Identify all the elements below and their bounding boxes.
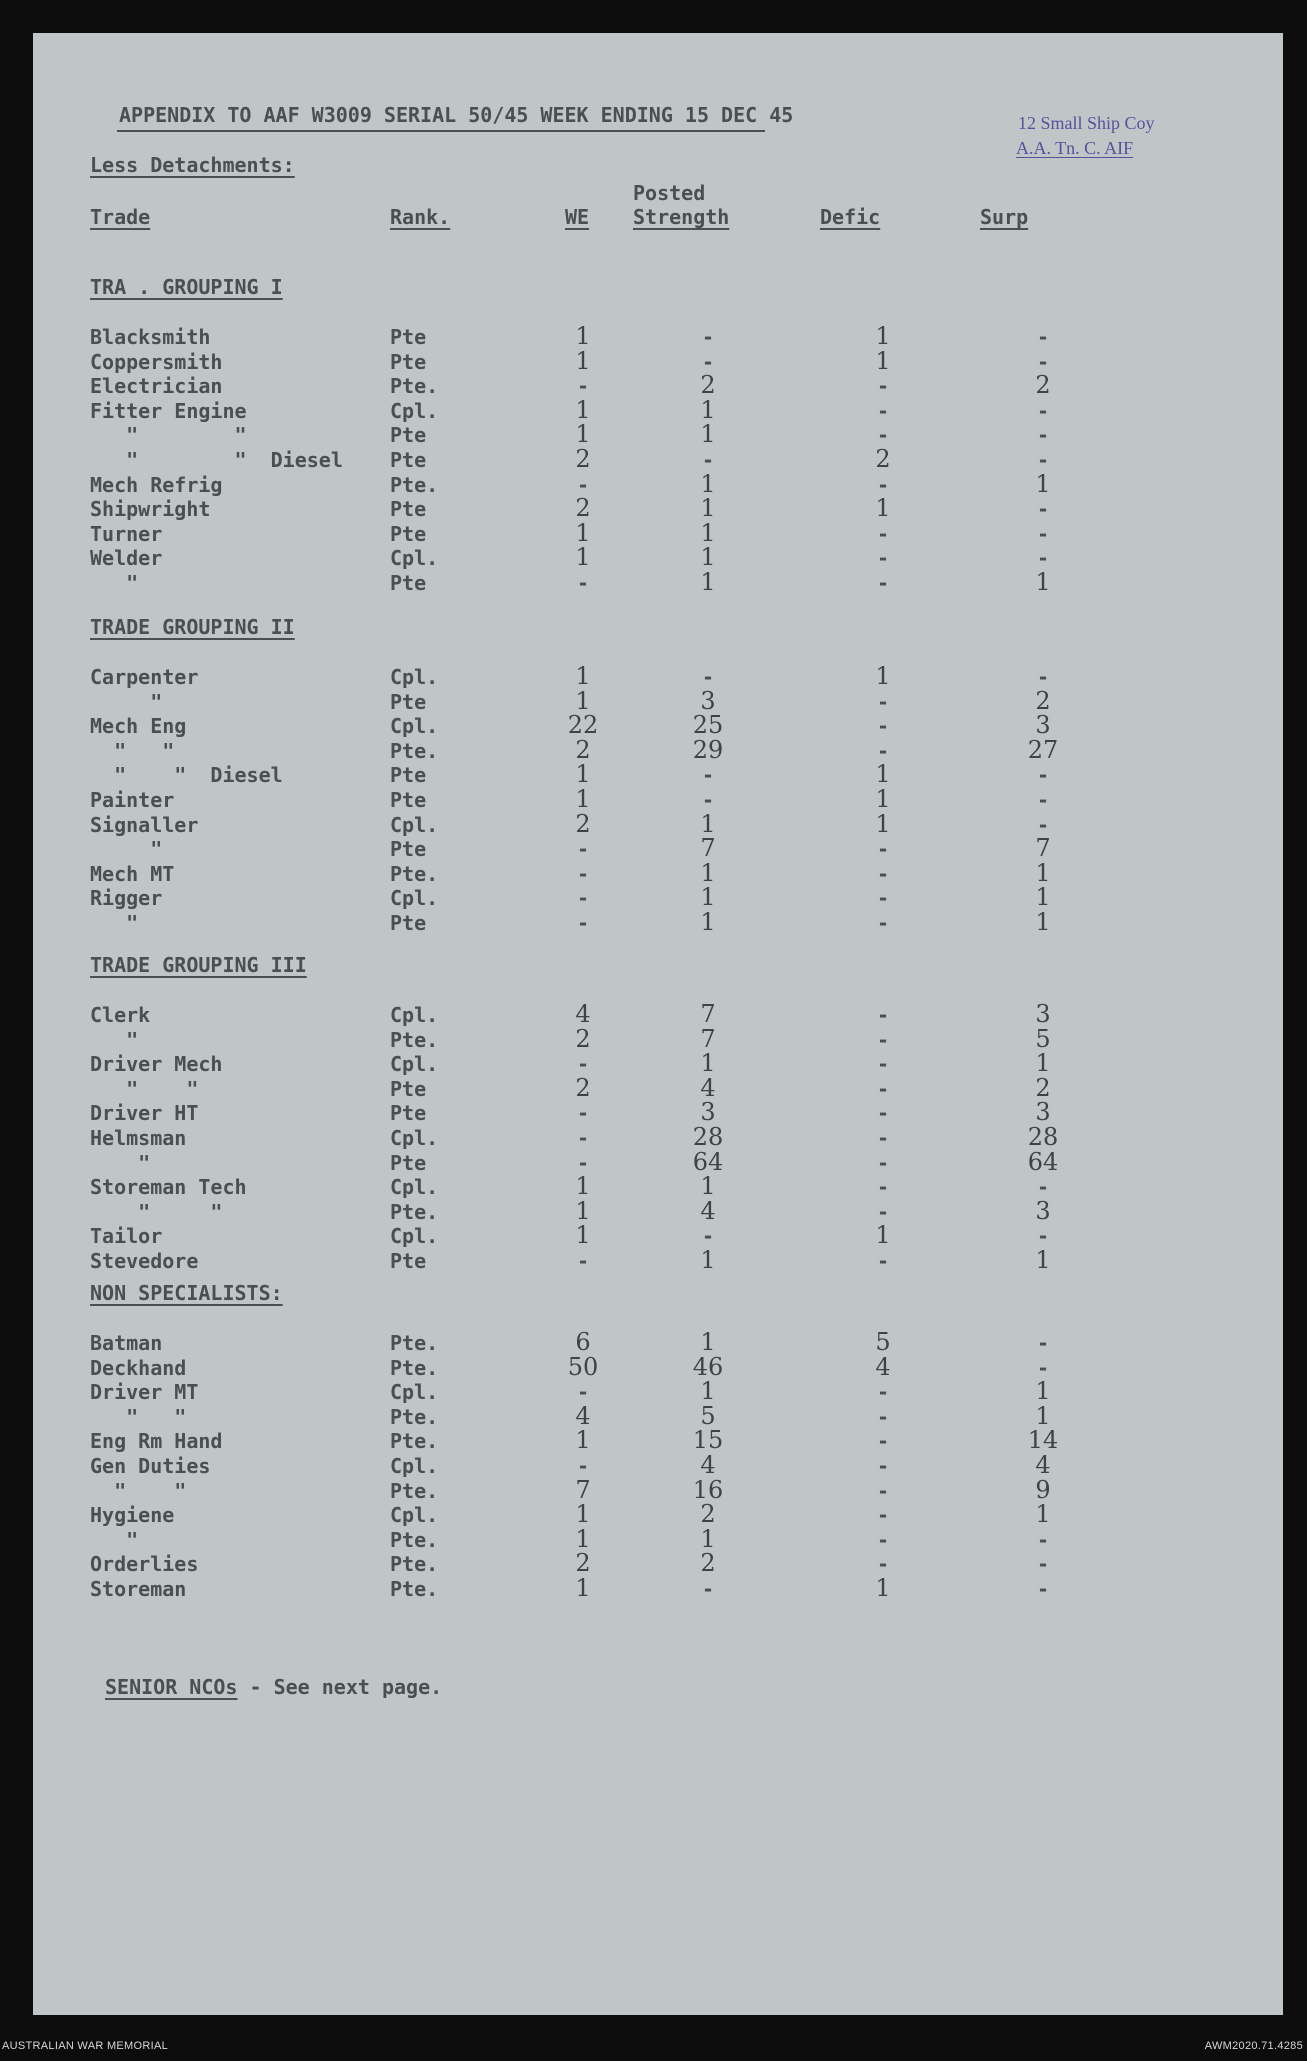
surp-cell: 1 xyxy=(1035,568,1051,596)
trade-cell: " " xyxy=(90,738,175,763)
posted-strength-cell: 4 xyxy=(700,1073,716,1102)
trade-cell: Storeman xyxy=(90,1577,187,1601)
surp-cell: 1 xyxy=(1035,858,1051,887)
unit-stamp-line1: 12 Small Ship Coy xyxy=(1018,113,1155,133)
defic-cell: - xyxy=(876,546,890,571)
posted-strength-cell: 1 xyxy=(700,395,716,424)
we-cell: - xyxy=(576,1380,590,1405)
posted-strength-cell: 1 xyxy=(700,518,716,547)
header-surp: Surp xyxy=(980,205,1029,229)
defic-cell: - xyxy=(876,1027,890,1052)
rank-cell: Cpl. xyxy=(390,714,439,739)
defic-cell: - xyxy=(876,374,890,399)
surp-cell: 5 xyxy=(1035,1024,1051,1053)
rank-cell: Pte. xyxy=(390,738,439,763)
posted-strength-cell: 3 xyxy=(700,686,716,715)
posted-strength-cell: 1 xyxy=(700,494,716,523)
we-cell: - xyxy=(576,1150,590,1175)
rank-cell: Cpl. xyxy=(390,1052,439,1077)
defic-cell: 1 xyxy=(875,322,891,350)
defic-cell: - xyxy=(876,1052,890,1077)
senior-ncos-line xyxy=(105,1677,442,1697)
defic-cell: 1 xyxy=(875,346,891,375)
defic-cell: - xyxy=(876,886,890,911)
document-sheet xyxy=(33,33,1283,2015)
rank-cell: Pte xyxy=(390,1249,427,1273)
trade-cell: Coppersmith xyxy=(90,349,223,374)
surp-cell: - xyxy=(1036,546,1050,571)
surp-cell: - xyxy=(1036,398,1050,423)
trade-cell: Storeman Tech xyxy=(90,1175,247,1200)
group-heading: TRA . GROUPING I xyxy=(90,275,283,299)
defic-cell: - xyxy=(876,1076,890,1101)
rank-cell: Cpl. xyxy=(390,886,439,911)
surp-cell: 4 xyxy=(1035,1451,1051,1479)
we-cell: 1 xyxy=(575,543,591,572)
we-cell: 2 xyxy=(575,735,591,764)
rank-cell: Pte xyxy=(390,837,427,862)
posted-strength-cell: 1 xyxy=(700,543,716,572)
we-cell: 50 xyxy=(567,1352,599,1381)
defic-cell: - xyxy=(876,1101,890,1126)
rank-cell: Cpl. xyxy=(390,1175,439,1200)
defic-cell: - xyxy=(876,1552,890,1577)
group-heading: NON SPECIALISTS: xyxy=(90,1281,283,1305)
rank-cell: Cpl. xyxy=(390,1380,439,1405)
defic-cell: 1 xyxy=(875,809,891,838)
rank-cell: Cpl. xyxy=(390,546,439,571)
we-cell: - xyxy=(576,886,590,911)
surp-cell: 1 xyxy=(1035,883,1051,912)
defic-cell: 1 xyxy=(875,662,891,690)
posted-strength-cell: 2 xyxy=(700,1500,716,1529)
trade-cell: Tailor xyxy=(90,1224,163,1249)
surp-cell: - xyxy=(1036,788,1050,812)
we-cell: 22 xyxy=(567,711,599,740)
trade-cell: " " xyxy=(90,423,247,448)
posted-strength-cell: 1 xyxy=(700,858,716,887)
trade-cell: Gen Duties xyxy=(90,1454,211,1478)
rank-cell: Cpl. xyxy=(390,1454,439,1478)
posted-strength-cell: 7 xyxy=(700,834,716,863)
document-title: APPENDIX TO AAF W3009 SERIAL 50/45 WEEK ENDING 15 DEC 45 xyxy=(119,103,794,127)
posted-strength-cell: - xyxy=(701,665,715,689)
trade-cell: Shipwright xyxy=(90,497,211,522)
trade-cell: Carpenter xyxy=(90,665,199,689)
group-heading: TRADE GROUPING II xyxy=(90,615,295,639)
defic-cell: 2 xyxy=(875,445,891,473)
defic-cell: 1 xyxy=(875,1574,891,1602)
posted-strength-cell: 4 xyxy=(700,1196,716,1225)
we-cell: - xyxy=(576,1052,590,1077)
rank-cell: Cpl. xyxy=(390,1003,439,1027)
trade-cell: Mech MT xyxy=(90,861,175,886)
defic-cell: - xyxy=(876,738,890,763)
surp-cell: 1 xyxy=(1035,1401,1051,1430)
posted-strength-cell: 1 xyxy=(700,469,716,498)
we-cell: 2 xyxy=(575,445,591,473)
rank-cell: Cpl. xyxy=(390,1224,439,1249)
defic-cell: - xyxy=(876,1003,890,1027)
we-cell: 1 xyxy=(575,346,591,375)
we-cell: 1 xyxy=(575,420,591,449)
footer-source: AUSTRALIAN WAR MEMORIAL xyxy=(2,2040,169,2052)
header-defic: Defic xyxy=(820,205,881,229)
we-cell: - xyxy=(576,911,590,935)
surp-cell: 64 xyxy=(1027,1147,1059,1176)
rank-cell: Pte. xyxy=(390,1331,439,1355)
surp-cell: - xyxy=(1036,521,1050,546)
posted-strength-cell: - xyxy=(701,1577,715,1601)
footer-accession: AWM2020.71.4285 xyxy=(1204,2040,1303,2052)
rank-cell: Cpl. xyxy=(390,398,439,423)
trade-cell: Blacksmith xyxy=(90,325,211,349)
rank-cell: Pte xyxy=(390,1076,427,1101)
posted-strength-cell: 1 xyxy=(700,1049,716,1078)
surp-cell: 3 xyxy=(1035,1196,1051,1225)
posted-strength-cell: 1 xyxy=(700,1328,716,1356)
trade-cell: Clerk xyxy=(90,1003,151,1027)
trade-cell: " " Diesel xyxy=(90,448,343,472)
surp-cell: - xyxy=(1036,1355,1050,1380)
defic-cell: - xyxy=(876,911,890,935)
we-cell: 2 xyxy=(575,1073,591,1102)
rank-cell: Pte. xyxy=(390,1355,439,1380)
posted-strength-cell: 46 xyxy=(692,1352,724,1381)
defic-cell: - xyxy=(876,1429,890,1454)
rank-cell: Cpl. xyxy=(390,1126,439,1150)
surp-cell: - xyxy=(1036,812,1050,837)
defic-cell: - xyxy=(876,1249,890,1273)
surp-cell: 2 xyxy=(1035,1073,1051,1102)
we-cell: 1 xyxy=(575,1426,591,1455)
we-cell: - xyxy=(576,571,590,595)
rank-cell: Pte. xyxy=(390,1027,439,1052)
defic-cell: - xyxy=(876,423,890,448)
we-cell: 1 xyxy=(575,760,591,789)
defic-cell: - xyxy=(876,1175,890,1200)
surp-cell: 3 xyxy=(1035,1098,1051,1127)
defic-cell: - xyxy=(876,1404,890,1429)
defic-cell: - xyxy=(876,1150,890,1175)
trade-cell: Welder xyxy=(90,546,163,571)
defic-cell: - xyxy=(876,521,890,546)
we-cell: 1 xyxy=(575,1196,591,1225)
trade-cell: " xyxy=(90,689,163,714)
we-cell: 1 xyxy=(575,662,591,690)
rank-cell: Pte xyxy=(390,325,427,349)
posted-strength-cell: 1 xyxy=(700,809,716,838)
we-cell: - xyxy=(576,837,590,862)
surp-cell: 7 xyxy=(1035,834,1051,863)
header-rank: Rank. xyxy=(390,205,451,229)
surp-cell: - xyxy=(1036,423,1050,448)
defic-cell: - xyxy=(876,1126,890,1150)
trade-cell: Stevedore xyxy=(90,1249,199,1273)
rank-cell: Pte xyxy=(390,1150,427,1175)
surp-cell: - xyxy=(1036,1175,1050,1200)
surp-cell: - xyxy=(1036,1331,1050,1355)
defic-cell: - xyxy=(876,1199,890,1224)
rank-cell: Pte xyxy=(390,521,427,546)
we-cell: 1 xyxy=(575,785,591,813)
we-cell: 1 xyxy=(575,686,591,715)
rank-cell: Pte. xyxy=(390,1199,439,1224)
defic-cell: - xyxy=(876,1503,890,1528)
surp-cell: - xyxy=(1036,448,1050,472)
header-posted-strength: Strength xyxy=(633,205,730,229)
defic-cell: - xyxy=(876,1454,890,1478)
trade-cell: " xyxy=(90,1150,151,1175)
posted-strength-cell: 25 xyxy=(692,711,724,740)
surp-cell: 1 xyxy=(1035,1049,1051,1078)
we-cell: 1 xyxy=(575,322,591,350)
posted-strength-cell: 5 xyxy=(700,1401,716,1430)
we-cell: - xyxy=(576,1454,590,1478)
trade-cell: Driver HT xyxy=(90,1101,199,1126)
surp-cell: 9 xyxy=(1035,1475,1051,1504)
rank-cell: Pte xyxy=(390,571,427,595)
surp-cell: - xyxy=(1036,665,1050,689)
trade-cell: " " xyxy=(90,1404,187,1429)
surp-cell: 27 xyxy=(1027,735,1059,764)
trade-cell: Batman xyxy=(90,1331,163,1355)
posted-strength-cell: 7 xyxy=(700,1000,716,1028)
rank-cell: Pte. xyxy=(390,861,439,886)
trade-cell: Mech Eng xyxy=(90,714,187,739)
trade-cell: " xyxy=(90,571,139,595)
posted-strength-cell: 1 xyxy=(700,420,716,449)
rank-cell: Pte. xyxy=(390,1429,439,1454)
rank-cell: Pte xyxy=(390,349,427,374)
senior-ncos-note: - See next page. xyxy=(237,1675,443,1699)
trade-cell: " " xyxy=(90,1076,199,1101)
rank-cell: Pte. xyxy=(390,374,439,399)
surp-cell: 1 xyxy=(1035,469,1051,498)
surp-cell: 28 xyxy=(1027,1123,1059,1151)
posted-strength-cell: - xyxy=(701,763,715,788)
posted-strength-cell: 1 xyxy=(700,568,716,596)
trade-cell: Rigger xyxy=(90,886,163,911)
posted-strength-cell: - xyxy=(701,788,715,812)
defic-cell: - xyxy=(876,1478,890,1503)
trade-cell: Driver MT xyxy=(90,1380,199,1405)
rank-cell: Cpl. xyxy=(390,1503,439,1528)
defic-cell: - xyxy=(876,689,890,714)
trade-cell: Electrician xyxy=(90,374,223,399)
posted-strength-cell: 64 xyxy=(692,1147,724,1176)
we-cell: 1 xyxy=(575,1172,591,1201)
we-cell: 2 xyxy=(575,1024,591,1053)
trade-cell: " xyxy=(90,1027,139,1052)
trade-cell: " xyxy=(90,837,163,862)
we-cell: - xyxy=(576,861,590,886)
rank-cell: Pte xyxy=(390,497,427,522)
we-cell: 1 xyxy=(575,518,591,547)
rank-cell: Pte xyxy=(390,911,427,935)
surp-cell: - xyxy=(1036,1552,1050,1577)
posted-strength-cell: 1 xyxy=(700,1377,716,1406)
defic-cell: - xyxy=(876,571,890,595)
header-posted-top: Posted xyxy=(633,181,706,205)
trade-cell: " xyxy=(90,1527,139,1552)
trade-cell: Painter xyxy=(90,788,175,812)
trade-cell: Mech Refrig xyxy=(90,472,223,497)
rank-cell: Cpl. xyxy=(390,665,439,689)
rank-cell: Pte. xyxy=(390,1527,439,1552)
defic-cell: 1 xyxy=(875,785,891,813)
surp-cell: - xyxy=(1036,349,1050,374)
posted-strength-cell: - xyxy=(701,349,715,374)
trade-cell: Eng Rm Hand xyxy=(90,1429,223,1454)
we-cell: 2 xyxy=(575,1549,591,1578)
posted-strength-cell: - xyxy=(701,1224,715,1249)
posted-strength-cell: - xyxy=(701,325,715,349)
posted-strength-cell: 1 xyxy=(700,1524,716,1553)
surp-cell: 2 xyxy=(1035,371,1051,400)
trade-cell: " " xyxy=(90,1478,187,1503)
trade-cell: Deckhand xyxy=(90,1355,187,1380)
defic-cell: - xyxy=(876,1380,890,1405)
posted-strength-cell: 3 xyxy=(700,1098,716,1127)
surp-cell: 1 xyxy=(1035,1246,1051,1274)
rank-cell: Pte. xyxy=(390,1552,439,1577)
we-cell: 6 xyxy=(575,1328,591,1356)
defic-cell: - xyxy=(876,398,890,423)
defic-cell: 4 xyxy=(875,1352,891,1381)
posted-strength-cell: 16 xyxy=(692,1475,724,1504)
trade-cell: " " xyxy=(90,1199,223,1224)
trade-cell: Orderlies xyxy=(90,1552,199,1577)
surp-cell: 1 xyxy=(1035,1500,1051,1529)
defic-cell: - xyxy=(876,1527,890,1552)
rank-cell: Pte xyxy=(390,1101,427,1126)
posted-strength-cell: 15 xyxy=(692,1426,724,1455)
rank-cell: Pte. xyxy=(390,1577,439,1601)
defic-cell: - xyxy=(876,861,890,886)
trade-cell: Driver Mech xyxy=(90,1052,223,1077)
title-underline xyxy=(117,130,765,132)
surp-cell: 3 xyxy=(1035,1000,1051,1028)
we-cell: 1 xyxy=(575,1524,591,1553)
we-cell: 1 xyxy=(575,1221,591,1250)
rank-cell: Pte xyxy=(390,423,427,448)
posted-strength-cell: 29 xyxy=(692,735,724,764)
we-cell: 2 xyxy=(575,809,591,838)
posted-strength-cell: 1 xyxy=(700,1172,716,1201)
rank-cell: Pte xyxy=(390,689,427,714)
surp-cell: 14 xyxy=(1027,1426,1059,1455)
senior-ncos-label: SENIOR NCOs xyxy=(105,1675,238,1699)
posted-strength-cell: - xyxy=(701,448,715,472)
rank-cell: Cpl. xyxy=(390,812,439,837)
defic-cell: 1 xyxy=(875,1221,891,1250)
trade-cell: Signaller xyxy=(90,812,199,837)
header-we: WE xyxy=(565,205,590,229)
defic-cell: - xyxy=(876,472,890,497)
we-cell: - xyxy=(576,1249,590,1273)
defic-cell: 1 xyxy=(875,494,891,523)
we-cell: - xyxy=(576,1126,590,1150)
we-cell: 1 xyxy=(575,1574,591,1602)
surp-cell: - xyxy=(1036,1527,1050,1552)
posted-strength-cell: 1 xyxy=(700,1246,716,1274)
trade-cell: Turner xyxy=(90,521,163,546)
surp-cell: - xyxy=(1036,1224,1050,1249)
rank-cell: Pte xyxy=(390,763,427,788)
posted-strength-cell: 2 xyxy=(700,371,716,400)
surp-cell: 2 xyxy=(1035,686,1051,715)
posted-strength-cell: 1 xyxy=(700,908,716,936)
unit-stamp-line2: A.A. Tn. C. AIF xyxy=(1016,138,1134,158)
posted-strength-cell: 7 xyxy=(700,1024,716,1053)
we-cell: - xyxy=(576,1101,590,1126)
rank-cell: Pte. xyxy=(390,1404,439,1429)
trade-cell: Fitter Engine xyxy=(90,398,247,423)
surp-cell: - xyxy=(1036,763,1050,788)
header-trade: Trade xyxy=(90,205,151,229)
we-cell: - xyxy=(576,374,590,399)
surp-cell: - xyxy=(1036,497,1050,522)
less-detachments-label: Less Detachments: xyxy=(90,153,295,177)
posted-strength-cell: 4 xyxy=(700,1451,716,1479)
trade-cell: " " Diesel xyxy=(90,763,283,788)
rank-cell: Pte xyxy=(390,788,427,812)
surp-cell: 1 xyxy=(1035,1377,1051,1406)
group-heading: TRADE GROUPING III xyxy=(90,953,307,977)
defic-cell: 5 xyxy=(875,1328,891,1356)
defic-cell: - xyxy=(876,714,890,739)
rank-cell: Pte. xyxy=(390,1478,439,1503)
we-cell: 4 xyxy=(575,1000,591,1028)
we-cell: 1 xyxy=(575,1500,591,1529)
posted-strength-cell: 2 xyxy=(700,1549,716,1578)
rank-cell: Pte. xyxy=(390,472,439,497)
surp-cell: - xyxy=(1036,325,1050,349)
posted-strength-cell: 1 xyxy=(700,883,716,912)
we-cell: 4 xyxy=(575,1401,591,1430)
we-cell: 2 xyxy=(575,494,591,523)
we-cell: 7 xyxy=(575,1475,591,1504)
defic-cell: 1 xyxy=(875,760,891,789)
trade-cell: Helmsman xyxy=(90,1126,187,1150)
posted-strength-cell: 28 xyxy=(692,1123,724,1151)
trade-cell: Hygiene xyxy=(90,1503,175,1528)
rank-cell: Pte xyxy=(390,448,427,472)
surp-cell: - xyxy=(1036,1577,1050,1601)
defic-cell: - xyxy=(876,837,890,862)
surp-cell: 3 xyxy=(1035,711,1051,740)
trade-cell: " xyxy=(90,911,139,935)
we-cell: - xyxy=(576,472,590,497)
we-cell: 1 xyxy=(575,395,591,424)
surp-cell: 1 xyxy=(1035,908,1051,936)
